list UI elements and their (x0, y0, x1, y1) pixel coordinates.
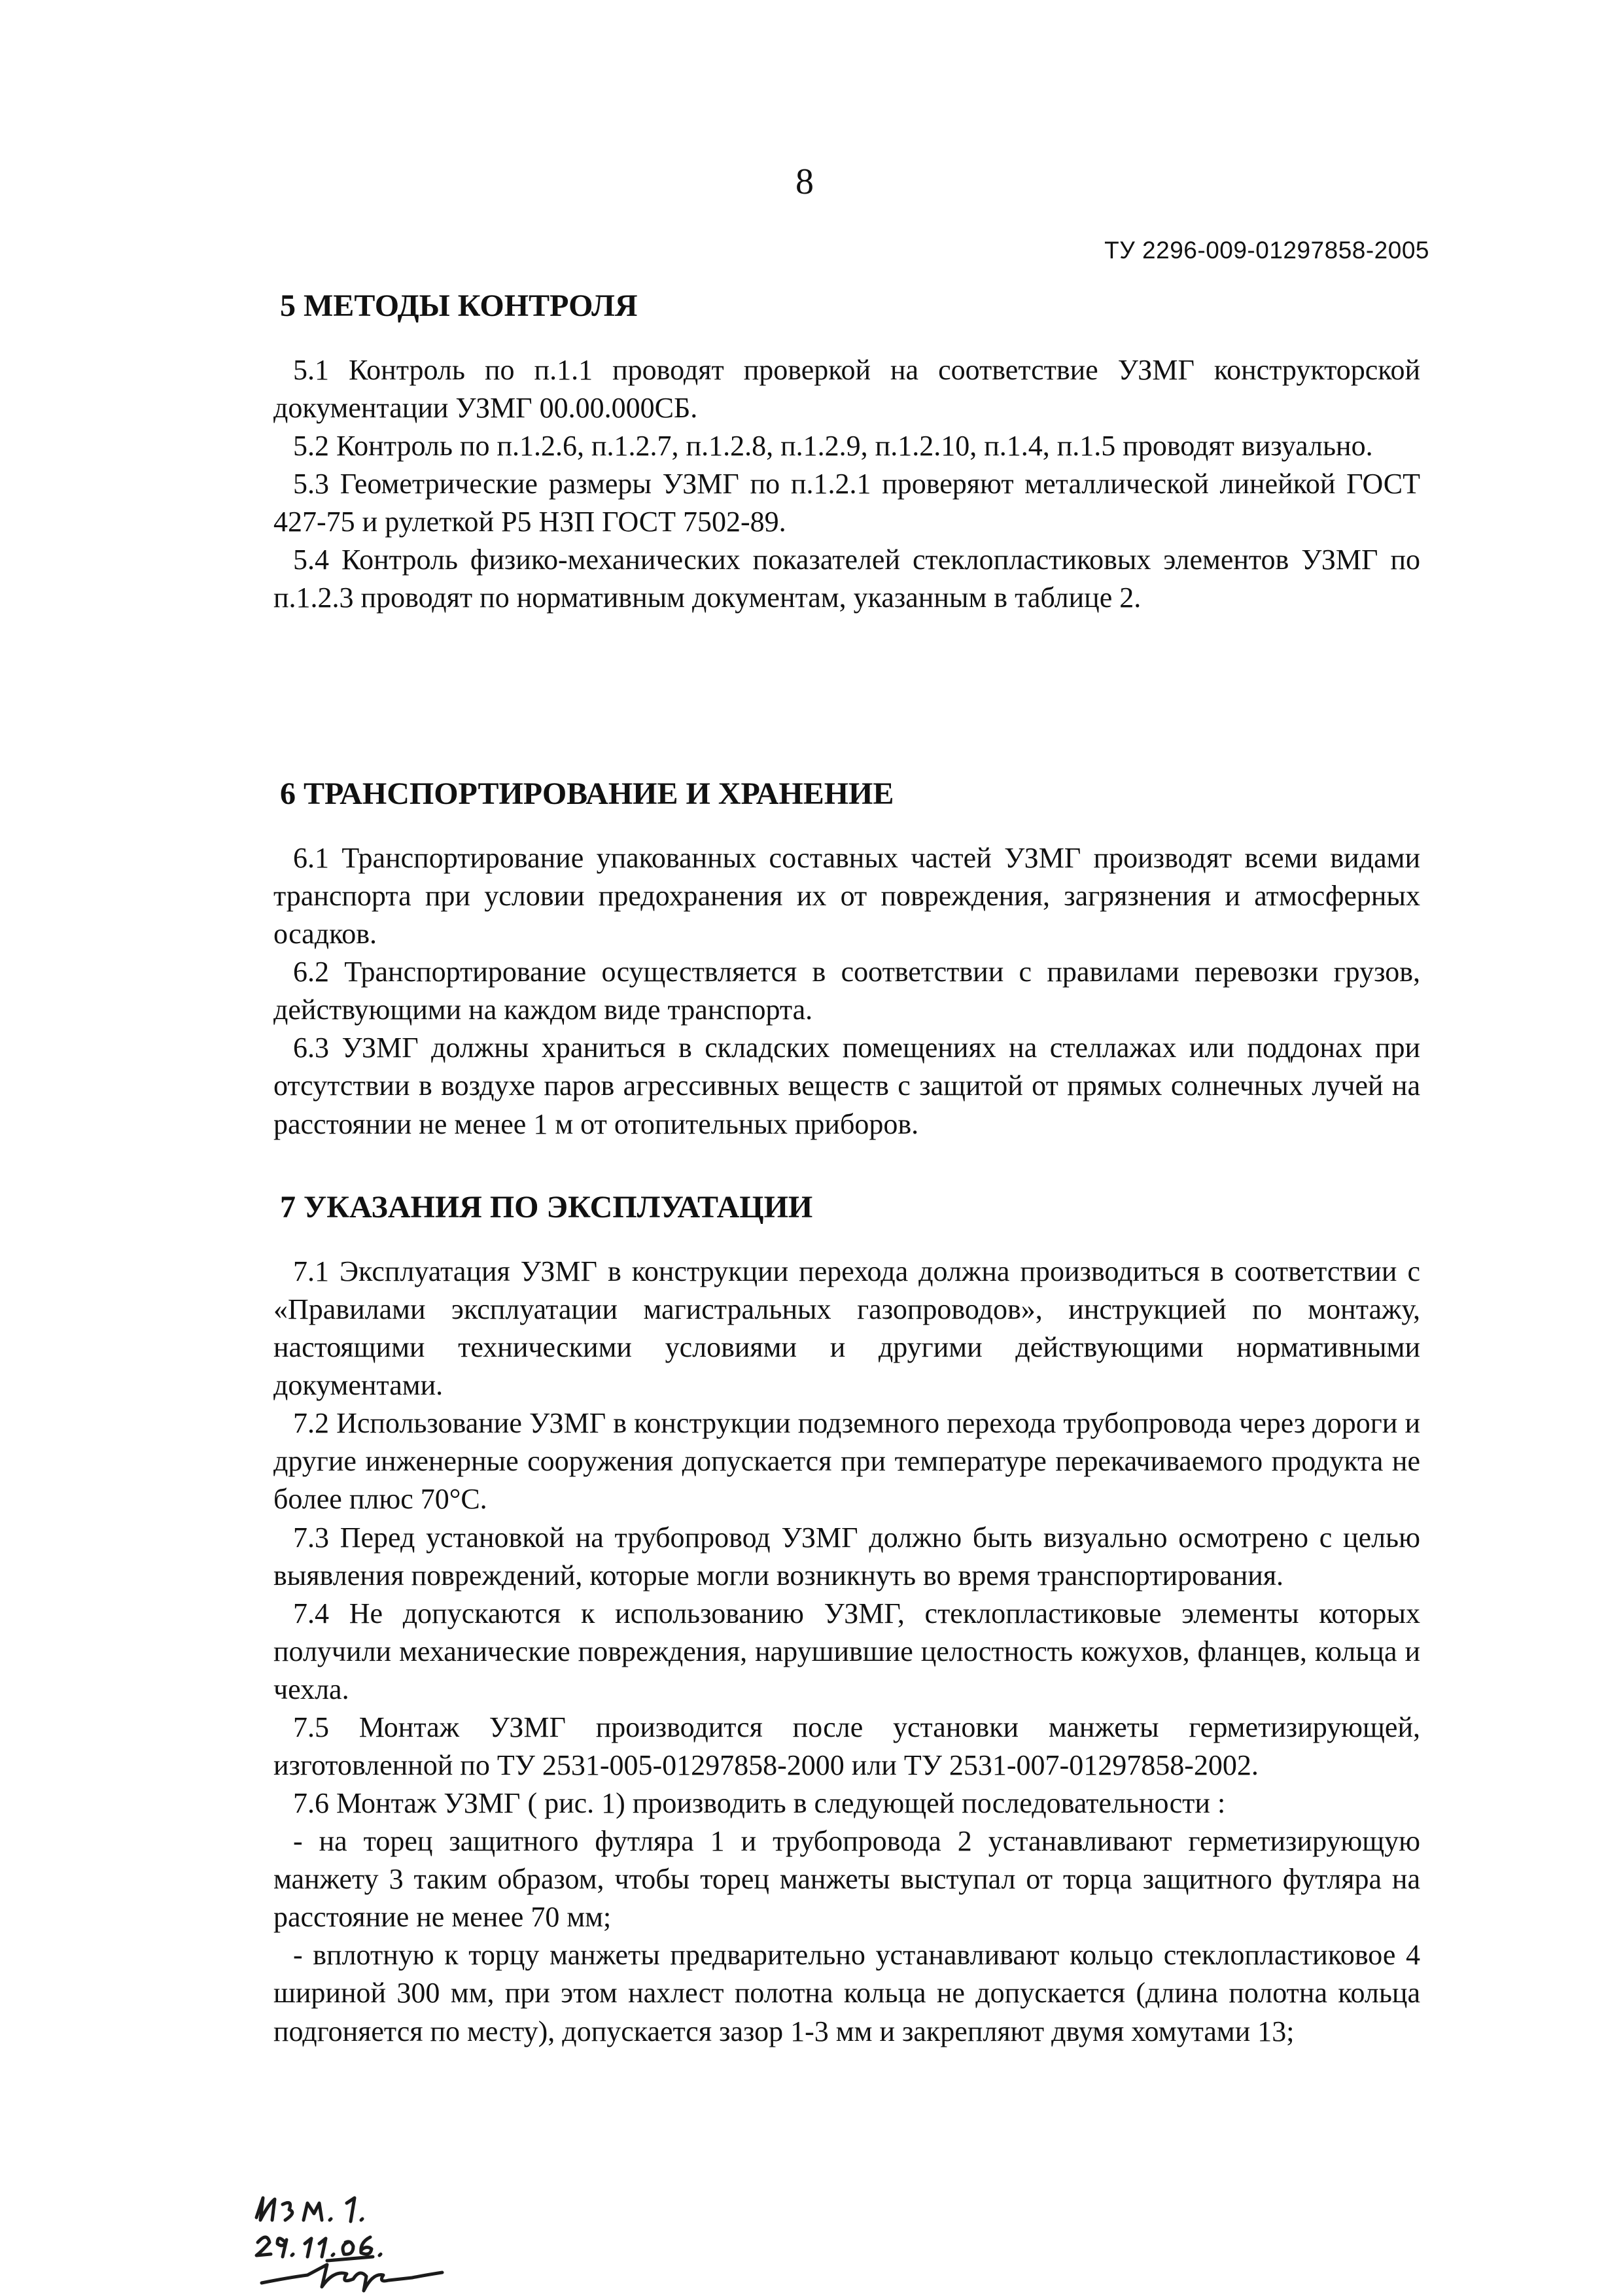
paragraph-7-6: 7.6 Монтаж УЗМГ ( рис. 1) производить в следующей последовательности : (293, 1787, 1226, 1820)
paragraph-7-4: 7.4 Не допускаются к использованию УЗМГ, стеклопластиковые элементы которых получили механические повреждения, нарушившие целостность кожухов, фланцев, кольца и чехла. (273, 1597, 1420, 1705)
section-title: 6 ТРАНСПОРТИРОВАНИЕ И ХРАНЕНИЕ (280, 776, 894, 811)
handwritten-signature (249, 2191, 458, 2296)
paragraph-6-2: 6.2 Транспортирование осуществляется в соответствии с правилами перевозки грузов, действующими на каждом виде транспорта. (273, 956, 1420, 1026)
section-operation-instructions (273, 1189, 1420, 2051)
paragraph-5-2: 5.2 Контроль по п.1.2.6, п.1.2.7, п.1.2.8, п.1.2.9, п.1.2.10, п.1.4, п.1.5 проводят визуально. (293, 430, 1373, 462)
paragraph-7-6-step-2: - вплотную к торцу манжеты предварительно устанавливают кольцо стеклопластиковое 4 шириной 300 мм, при этом нахлест полотна кольца не допускается (длина полотна кольца подгоняется по месту), допускается зазор 1-3 мм и закрепляют двумя хомутами 13; (273, 1939, 1420, 2047)
document-code: ТУ 2296-009-01297858-2005 (1104, 237, 1429, 264)
paragraph-7-2: 7.2 Использование УЗМГ в конструкции подземного перехода трубопровода через дороги и другие инженерные сооружения допускается при температуре перекачиваемого продукта не более плюс 70°С. (273, 1407, 1420, 1516)
page-number: 8 (795, 162, 814, 202)
section-transport-storage (273, 776, 1420, 1143)
paragraph-7-6-step-1: - на торец защитного футляра 1 и трубопровода 2 устанавливают герметизирующую манжету 3 таким образом, чтобы торец манжеты выступал от торца защитного футляра на расстояние не менее 70 мм; (273, 1825, 1420, 1934)
paragraph-7-1: 7.1 Эксплуатация УЗМГ в конструкции перехода должна производиться в соответствии с «Правилами эксплуатации магистральных газопроводов», инструкцией по монтажу, настоящими техническими условиями и другими действующими нормативными документами. (273, 1255, 1420, 1402)
paragraph-5-3: 5.3 Геометрические размеры УЗМГ по п.1.2.1 проверяют металлической линейкой ГОСТ 427-75 и рулеткой Р5 НЗП ГОСТ 7502-89. (273, 468, 1420, 538)
section-control-methods (273, 288, 1420, 617)
paragraph-7-5: 7.5 Монтаж УЗМГ производится после установки манжеты герметизирующей, изготовленной по ТУ 2531-005-01297858-2000 или ТУ 2531-007-01297858-2002. (273, 1711, 1420, 1782)
paragraph-5-1: 5.1 Контроль по п.1.1 проводят проверкой на соответствие УЗМГ конструкторской документации УЗМГ 00.00.000СБ. (273, 354, 1420, 425)
section-title: 5 МЕТОДЫ КОНТРОЛЯ (280, 288, 638, 323)
paragraph-6-3: 6.3 УЗМГ должны храниться в складских помещениях на стеллажах или поддонах при отсутствии в воздухе паров агрессивных веществ с защитой от прямых солнечных лучей на расстоянии не менее 1 м от отопительных приборов. (273, 1032, 1420, 1140)
section-title: 7 УКАЗАНИЯ ПО ЭКСПЛУАТАЦИИ (280, 1190, 813, 1225)
paragraph-5-4: 5.4 Контроль физико-механических показателей стеклопластиковых элементов УЗМГ по п.1.2.3 проводят по нормативным документам, указанным в таблице 2. (273, 544, 1420, 614)
paragraph-6-1: 6.1 Транспортирование упакованных составных частей УЗМГ производят всеми видами транспорта при условии предохранения их от повреждения, загрязнения и атмосферных осадков. (273, 842, 1420, 950)
paragraph-7-3: 7.3 Перед установкой на трубопровод УЗМГ должно быть визуально осмотрено с целью выявления повреждений, которые могли возникнуть во время транспортирования. (273, 1521, 1420, 1592)
